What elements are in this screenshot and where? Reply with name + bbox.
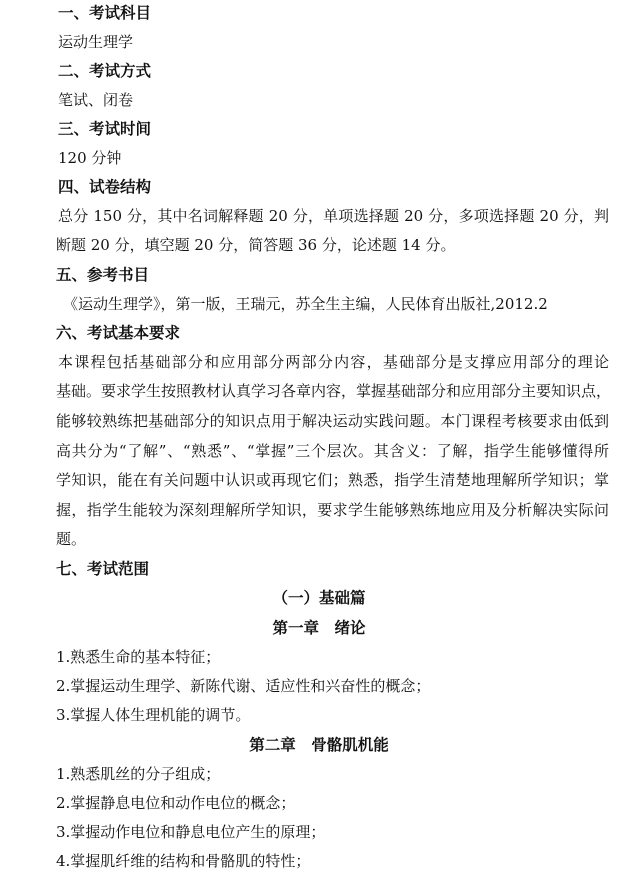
section-body-subject: 运动生理学 [58, 33, 134, 51]
requirements-line-2: 基础。要求学生按照教材认真学习各章内容，掌握基础部分和应用部分主要知识点， [56, 382, 612, 400]
section-heading-time: 三、考试时间 [58, 120, 152, 138]
chapter1-item-3: 3.掌握人体生理机能的调节。 [56, 706, 251, 724]
section-heading-references: 五、参考书目 [56, 266, 150, 284]
chapter-title-skeletal-muscle: 第二章 骨骼肌机能 [249, 736, 389, 754]
requirements-line-3: 能够较熟练把基础部分的知识点用于解决运动实践问题。本门课程考核要求由低到 [56, 412, 609, 430]
chapter2-item-1: 1.熟悉肌丝的分子组成； [56, 765, 221, 783]
requirements-line-5: 学知识，能在有关问题中认识或再现它们；熟悉，指学生清楚地理解所学知识；掌 [56, 471, 609, 489]
structure-line-2: 断题 20 分，填空题 20 分，简答题 36 分，论述题 14 分。 [56, 236, 456, 254]
requirements-line-6: 握，指学生能较为深刻理解所学知识，要求学生能够熟练地应用及分析解决实际问 [56, 501, 609, 519]
structure-line-1: 总分 150 分，其中名词解释题 20 分，单项选择题 20 分，多项选择题 20 分，判 [58, 207, 609, 225]
chapter2-item-2: 2.掌握静息电位和动作电位的概念； [56, 794, 296, 812]
chapter1-item-2: 2.掌握运动生理学、新陈代谢、适应性和兴奋性的概念； [56, 677, 431, 695]
requirements-line-4: 高共分为“了解”、“熟悉”、“掌握”三个层次。其含义：了解，指学生能够懂得所 [56, 442, 609, 460]
chapter2-item-4: 4.掌握肌纤维的结构和骨骼肌的特性； [56, 852, 311, 870]
reference-book: 《运动生理学》，第一版，王瑞元，苏全生主编，人民体育出版社,2012.2 [63, 295, 548, 313]
section-body-time: 120 分钟 [58, 149, 122, 167]
section-body-method: 笔试、闭卷 [58, 91, 134, 109]
part-title-basics: （一）基础篇 [272, 589, 366, 607]
section-heading-requirements: 六、考试基本要求 [56, 324, 181, 342]
section-heading-structure: 四、试卷结构 [58, 178, 152, 196]
chapter2-item-3: 3.掌握动作电位和静息电位产生的原理； [56, 823, 326, 841]
chapter-title-introduction: 第一章 绪论 [272, 619, 366, 637]
requirements-line-1: 本课程包括基础部分和应用部分两部分内容，基础部分是支撑应用部分的理论 [58, 353, 609, 371]
chapter1-item-1: 1.熟悉生命的基本特征； [56, 648, 221, 666]
section-heading-subject: 一、考试科目 [58, 4, 152, 22]
requirements-line-7: 题。 [56, 530, 87, 548]
section-heading-method: 二、考试方式 [58, 62, 152, 80]
section-heading-scope: 七、考试范围 [56, 560, 150, 578]
